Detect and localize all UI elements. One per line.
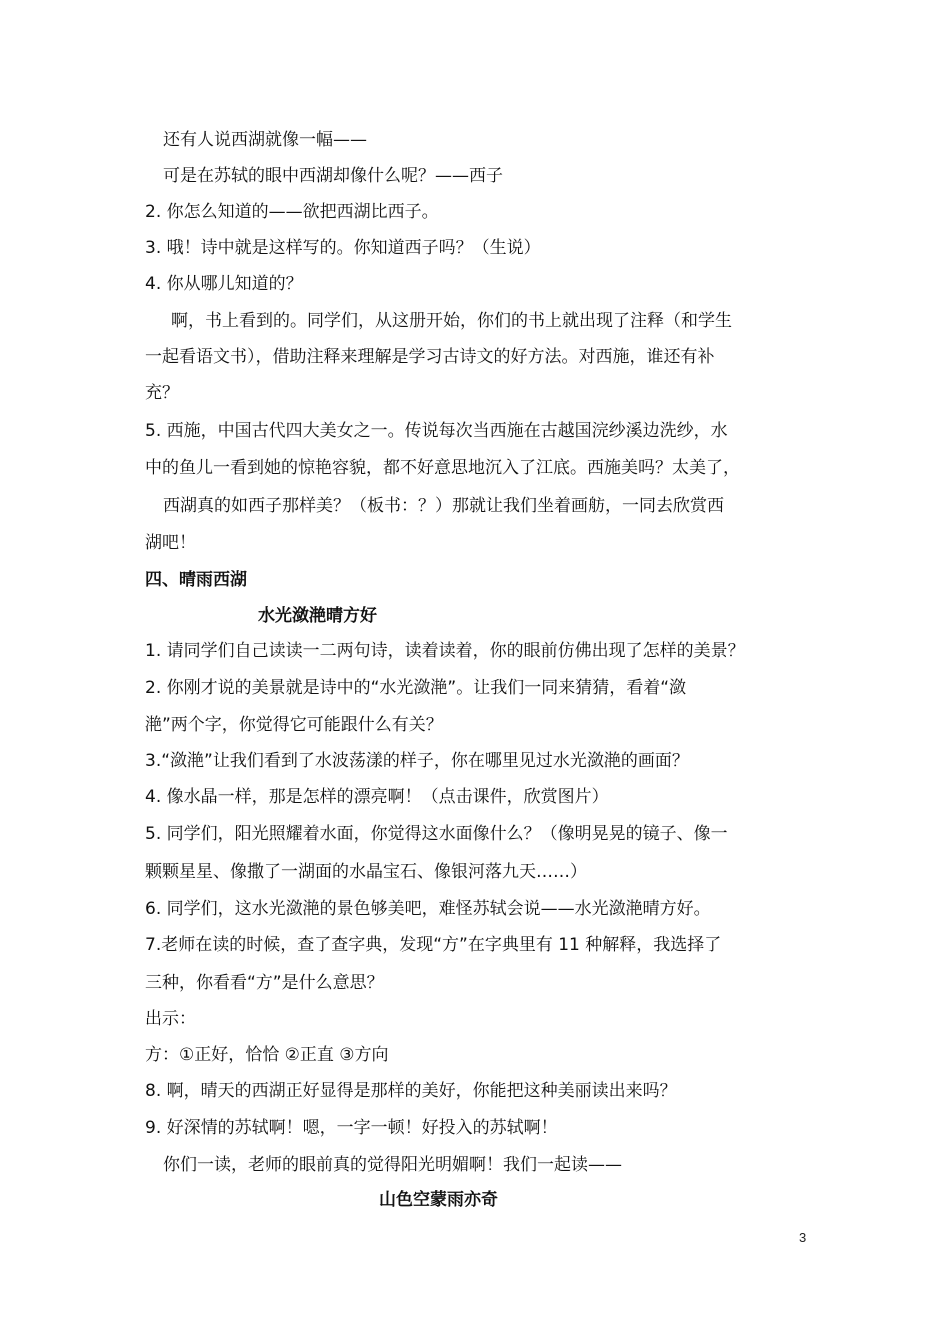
text-line: 7.老师在读的时候，查了查字典，发现“方”在字典里有 11 种解释，我选择了: [145, 935, 722, 955]
text-line: 8. 啊，晴天的西湖正好显得是那样的美好，你能把这种美丽读出来吗？: [145, 1081, 677, 1101]
text-line: 湖吧！: [145, 533, 196, 553]
page-number: 3: [799, 1230, 807, 1245]
section-heading: 四、晴雨西湖: [145, 570, 247, 590]
text-line: 5. 同学们，阳光照耀着水面，你觉得这水面像什么？（像明晃晃的镜子、像一: [145, 824, 728, 844]
text-line: 出示：: [145, 1009, 196, 1029]
text-line: 2. 你怎么知道的——欲把西湖比西子。: [145, 202, 439, 222]
text-line: 1. 请同学们自己读读一二两句诗，读着读着，你的眼前仿佛出现了怎样的美景？: [145, 641, 745, 661]
text-line: 啊，书上看到的。同学们，从这册开始，你们的书上就出现了注释（和学生: [171, 311, 732, 331]
text-line: 可是在苏轼的眼中西湖却像什么呢？——西子: [163, 166, 503, 186]
text-line: 一起看语文书），借助注释来理解是学习古诗文的好方法。对西施，谁还有补: [145, 347, 715, 367]
text-line: 颗颗星星、像撒了一湖面的水晶宝石、像银河落九天……）: [145, 862, 587, 882]
text-line: 充？: [145, 383, 179, 403]
text-line: 5. 西施，中国古代四大美女之一。传说每次当西施在古越国浣纱溪边洗纱，水: [145, 421, 728, 441]
text-line: 3. 哦！诗中就是这样写的。你知道西子吗？（生说）: [145, 238, 541, 258]
poem-line-heading: 山色空蒙雨亦奇: [379, 1190, 498, 1210]
text-line: 6. 同学们，这水光潋滟的景色够美吧，难怪苏轼会说——水光潋滟晴方好。: [145, 899, 711, 919]
text-line: 你们一读，老师的眼前真的觉得阳光明媚啊！我们一起读——: [163, 1155, 622, 1175]
text-line: 4. 你从哪儿知道的？: [145, 274, 303, 294]
text-line: 中的鱼儿一看到她的惊艳容貌，都不好意思地沉入了江底。西施美吗？太美了，: [145, 458, 740, 478]
text-line: 还有人说西湖就像一幅——: [163, 130, 367, 150]
poem-line-heading: 水光潋滟晴方好: [258, 606, 377, 626]
text-line: 滟”两个字，你觉得它可能跟什么有关？: [145, 715, 443, 735]
text-line: 西湖真的如西子那样美？（板书：？）那就让我们坐着画舫，一同去欣赏西: [163, 496, 724, 516]
text-line: 9. 好深情的苏轼啊！嗯，一字一顿！好投入的苏轼啊！: [145, 1118, 558, 1138]
text-line: 2. 你刚才说的美景就是诗中的“水光潋滟”。让我们一同来猜猜，看着“潋: [145, 678, 687, 698]
text-line: 4. 像水晶一样，那是怎样的漂亮啊！（点击课件，欣赏图片）: [145, 787, 609, 807]
text-line: 方：①正好，恰恰 ②正直 ③方向: [145, 1045, 389, 1065]
text-line: 三种，你看看“方”是什么意思？: [145, 973, 384, 993]
text-line: 3.“潋滟”让我们看到了水波荡漾的样子，你在哪里见过水光潋滟的画面？: [145, 751, 689, 771]
